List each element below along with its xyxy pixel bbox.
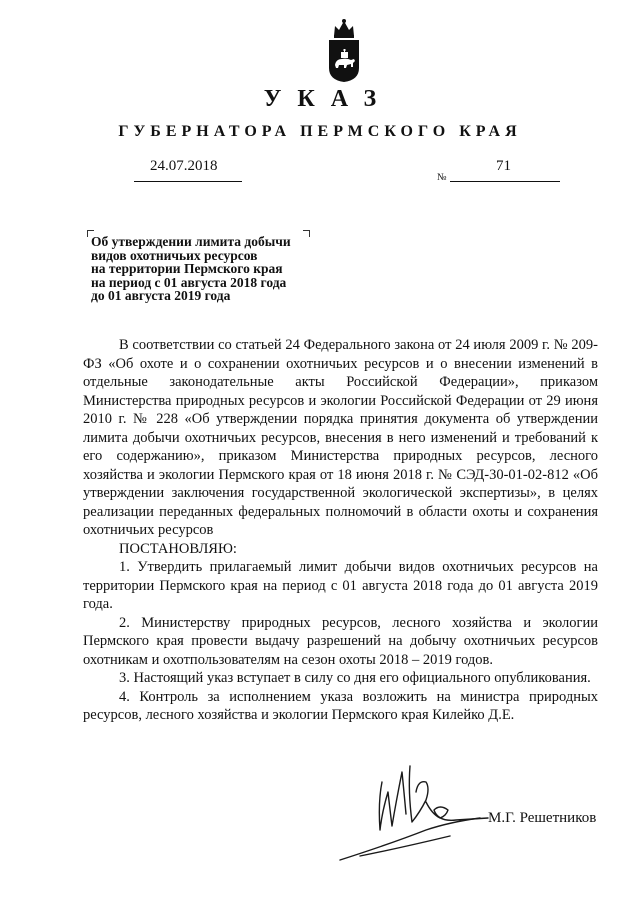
decree-item: 3. Настоящий указ вступает в силу со дня его официального опубликования. bbox=[119, 670, 591, 686]
decree-title: УКАЗ bbox=[263, 86, 393, 112]
date-underline bbox=[134, 181, 242, 182]
preamble-paragraph: В соответствии со статьей 24 Федерального закона от 24 июля 2009 г. № 209-ФЗ «Об охоте и о сохранении охотничьих ресурсов и о внесении изменений в отдельные законодательные акты Российской Федерации», приказом Министерства природных ресурсов и экологии Российской Федерации от 29 июня 2010 г. № 228 «Об утверждении порядка принятия документа об утверждении лимита добычи охотничьих ресурсов, внесения в него изменений и требований к его содержанию», приказом Министерства природных ресурсов, лесного хозяйства и экологии Пермского края от 18 июня 2018 г. № СЭД-30-01-02-812 «Об утверждении заключения государственной экологической экспертизы», в целях реализации переданных федеральных полномочий в области охоты и сохранения охотничьих ресурсов bbox=[83, 337, 598, 538]
decree-issuer: ГУБЕРНАТОРА ПЕРМСКОГО КРАЯ bbox=[118, 123, 522, 140]
decree-item: 1. Утвердить прилагаемый лимит добычи видов охотничьих ресурсов на территории Пермского края на период с 01 августа 2018 года до 01 августа 2019 года. bbox=[83, 559, 598, 612]
document-date: 24.07.2018 bbox=[150, 158, 218, 174]
decree-item: 2. Министерству природных ресурсов, лесного хозяйства и экологии Пермского края провести выдачу разрешений на добычу охотничьих ресурсов охотникам и охотпользователям на сезон охоты 2018 – 2019 годов. bbox=[83, 614, 598, 668]
decree-subject bbox=[91, 235, 331, 303]
resolve-heading: ПОСТАНОВЛЯЮ: bbox=[119, 540, 237, 557]
handwritten-signature bbox=[330, 752, 500, 872]
decree-body bbox=[83, 336, 598, 725]
subject-line: на территории Пермского края bbox=[91, 261, 283, 276]
subject-line: до 01 августа 2019 года bbox=[91, 288, 231, 303]
document-number: 71 bbox=[496, 158, 511, 174]
number-sign: № bbox=[437, 172, 447, 183]
subject-line: на период с 01 августа 2018 года bbox=[91, 274, 287, 290]
number-underline bbox=[450, 181, 560, 182]
coat-of-arms-icon bbox=[326, 18, 362, 84]
subject-line: видов охотничьих ресурсов bbox=[91, 247, 258, 263]
subject-line: Об утверждении лимита добычи bbox=[91, 234, 291, 249]
signer-name: М.Г. Решетников bbox=[488, 810, 597, 826]
decree-item: 4. Контроль за исполнением указа возложить на министра природных ресурсов, лесного хозяйства и экологии Пермского края Килейко Д.Е. bbox=[83, 688, 598, 723]
